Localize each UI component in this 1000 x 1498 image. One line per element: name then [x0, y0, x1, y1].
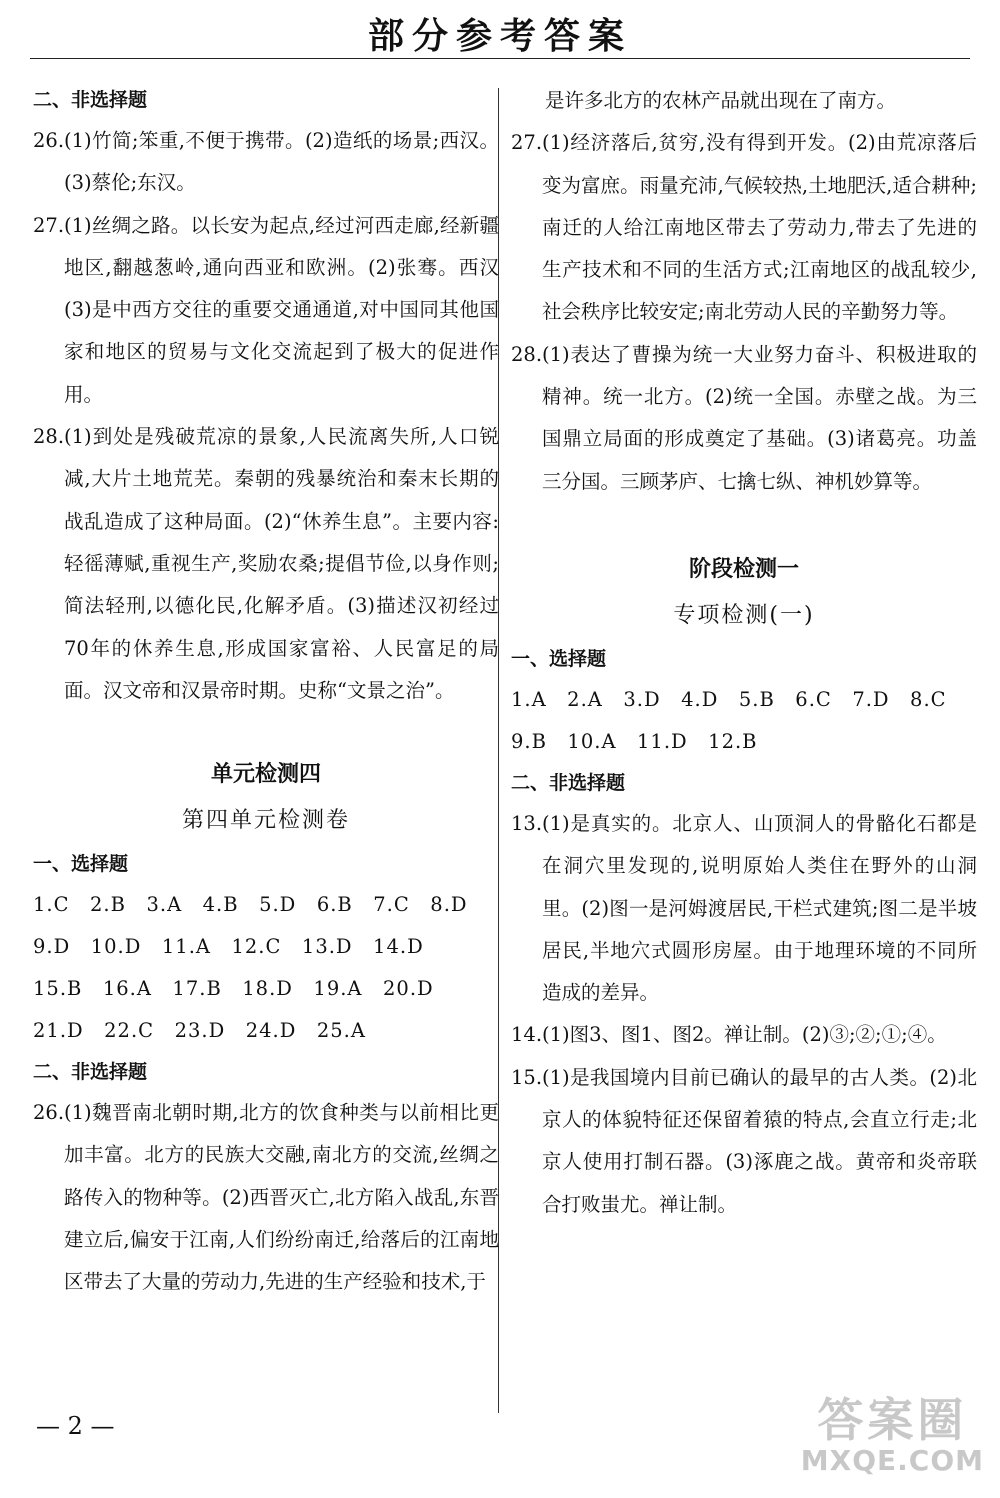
- section-heading: 二、非选择题: [33, 89, 148, 111]
- page-title: 部分参考答案: [367, 16, 632, 57]
- answer-line: 9.B 10.A 11.D 12.B: [511, 729, 758, 753]
- item-text: (1)是真实的。北京人、山顶洞人的骨骼化石都是在洞穴里发现的,说明原始人类住在野外的山洞里。(2)图一是河姆渡居民,干栏式建筑;图二是半坡居民,半地穴式圆形房屋。由于地理环境的不同所造成的差异。: [542, 811, 977, 1005]
- section-heading: 二、非选择题: [511, 771, 626, 794]
- answer-item-28: [511, 334, 977, 503]
- item-number: 26.: [33, 129, 65, 152]
- watermark-logo: [801, 1394, 984, 1476]
- item-text: (1)竹简;笨重,不便于携带。(2)造纸的场景;西汉。(3)蔡伦;东汉。: [64, 129, 499, 195]
- answer-line: 9.D 10.D 11.A 12.C 13.D 14.D: [33, 935, 424, 959]
- choice-answers: [511, 679, 977, 763]
- continued-text: 是许多北方的农林产品就出现在了南方。: [545, 89, 897, 112]
- item-text: (1)是我国境内目前已确认的最早的古人类。(2)北京人的体貌特征还保留着猿的特点,会直立行走;北京人使用打制石器。(3)涿鹿之战。黄帝和炎帝联合打败蚩尤。禅让制。: [542, 1065, 977, 1216]
- stage-subtitle: 专项检测(一): [673, 602, 815, 628]
- answer-item-27: [33, 205, 499, 416]
- item-number: 27.: [511, 131, 543, 155]
- left-column: [33, 80, 499, 1304]
- answer-line: 1.A 2.A 3.D 4.D 5.B 6.C 7.D 8.C: [511, 687, 947, 711]
- section-heading: 二、非选择题: [33, 1061, 148, 1084]
- right-column: [511, 80, 977, 1226]
- answer-item-26b: [33, 1092, 499, 1303]
- answer-item-28: [33, 416, 499, 712]
- item-number: 14.: [511, 1023, 543, 1047]
- watermark-text: 答案圈: [817, 1393, 968, 1447]
- item-number: 13.: [511, 811, 543, 835]
- choice-answers: [33, 884, 499, 1052]
- header-divider: [30, 58, 970, 59]
- unit-subtitle: 第四单元检测卷: [181, 808, 350, 834]
- item-number: 26.: [33, 1101, 65, 1125]
- answer-line: 15.B 16.A 17.B 18.D 19.A 20.D: [33, 977, 434, 1001]
- item-number: 28.: [33, 425, 65, 449]
- section-heading: 一、选择题: [511, 647, 607, 670]
- item-number: 27.: [33, 213, 65, 237]
- item-text: (1)经济落后,贫穷,没有得到开发。(2)由荒凉落后变为富庶。雨量充沛,气候较热,土地肥沃,适合耕种;南迁的人给江南地区带去了劳动力,带去了先进的生产技术和不同的生活方式;江南地区的战乱较少,社会秩序比较安定;南北劳动人民的辛勤努力等。: [542, 131, 977, 324]
- answer-item-27: [511, 122, 977, 333]
- answer-item-15: [511, 1057, 977, 1226]
- watermark-url: MXQE.COM: [800, 1444, 984, 1477]
- answer-item-13: [511, 803, 977, 1014]
- item-number: 28.: [511, 342, 543, 366]
- item-text: (1)魏晋南北朝时期,北方的饮食种类与以前相比更加丰富。北方的民族大交融,南北方的交流,丝绸之路传入的物种等。(2)西晋灭亡,北方陷入战乱,东晋建立后,偏安于江南,人们纷纷南迁,给落后的江南地区带去了大量的劳动力,先进的生产经验和技术,于: [64, 1101, 499, 1294]
- item-text: (1)表达了曹操为统一大业努力奋斗、积极进取的精神。统一北方。(2)统一全国。赤壁之战。为三国鼎立局面的形成奠定了基础。(3)诸葛亮。功盖三分国。三顾茅庐、七擒七纵、神机妙算等。: [542, 342, 977, 493]
- answer-item-26: [33, 120, 499, 205]
- unit-title: 单元检测四: [210, 762, 321, 788]
- item-text: (1)到处是残破荒凉的景象,人民流离失所,人口锐减,大片土地荒芜。秦朝的残暴统治和秦末长期的战乱造成了这种局面。(2)“休养生息”。主要内容:轻徭薄赋,重视生产,奖励农桑;提倡节俭,以身作则;简法轻刑,以德化民,化解矛盾。(3)描述汉初经过70年的休养生息,形成国家富裕、人民富足的局面。汉文帝和汉景帝时期。史称“文景之治”。: [64, 425, 499, 702]
- item-number: 15.: [511, 1065, 543, 1089]
- stage-title: 阶段检测一: [688, 556, 799, 582]
- page-number: — 2 —: [36, 1412, 115, 1440]
- answer-line: 21.D 22.C 23.D 24.D 25.A: [33, 1019, 366, 1043]
- item-text: (1)图3、图1、图2。禅让制。(2)③;②;①;④。: [542, 1023, 947, 1047]
- section-heading: 一、选择题: [33, 853, 129, 876]
- answer-item-14: [511, 1014, 977, 1056]
- answer-line: 1.C 2.B 3.A 4.B 5.D 6.B 7.C 8.D: [33, 893, 468, 917]
- item-text: (1)丝绸之路。以长安为起点,经过河西走廊,经新疆地区,翻越葱岭,通向西亚和欧洲。(2)张骞。西汉(3)是中西方交往的重要交通通道,对中国同其他国家和地区的贸易与文化交流起到了极大的促进作用。: [64, 213, 499, 406]
